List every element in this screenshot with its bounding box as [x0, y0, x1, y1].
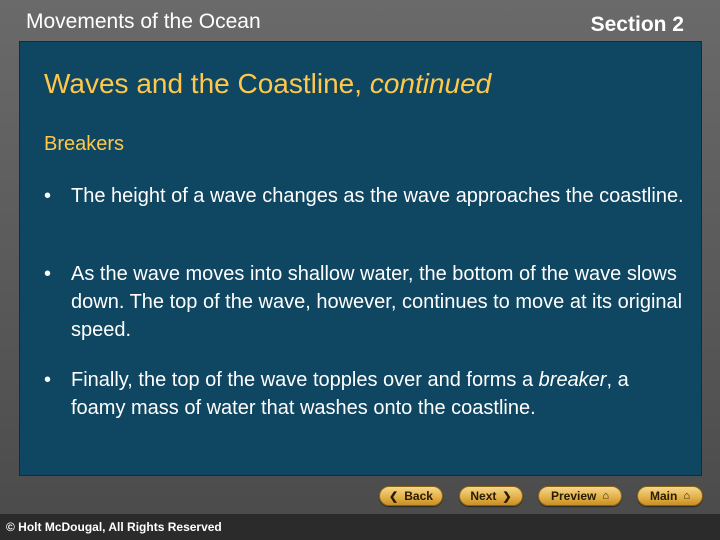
main-button[interactable] — [637, 486, 703, 506]
bullet-text — [71, 366, 684, 422]
bullet-text: The height of a wave changes as the wave approaches the coastline. — [71, 185, 684, 207]
home-icon: ⌂ — [602, 490, 610, 502]
bullet-dot: • — [44, 185, 52, 207]
term-breaker: breaker — [538, 369, 607, 391]
back-label: Back — [404, 489, 433, 503]
subheading: Breakers — [44, 133, 125, 155]
bullet-item — [44, 366, 684, 422]
slide-title — [44, 68, 491, 100]
next-label: Next — [470, 489, 497, 503]
bullet-item — [44, 182, 684, 210]
copyright-text: © Holt McDougal, All Rights Reserved — [6, 520, 222, 534]
bullet-text-post: , a foamy mass of water that washes onto the coastline. — [71, 369, 629, 419]
bullet-dot: • — [44, 369, 52, 391]
next-button[interactable] — [459, 486, 523, 506]
chevron-left-icon: ❮ — [389, 490, 399, 503]
content-panel — [19, 41, 702, 476]
bullet-text: As the wave moves into shallow water, the bottom of the wave slows down. The top of the wave, however, continues to move at its original speed. — [71, 263, 683, 341]
bullet-item — [44, 260, 684, 344]
preview-label: Preview — [550, 489, 597, 503]
section-label: Section 2 — [590, 13, 684, 36]
bullet-text-pre: Finally, the top of the wave topples over and forms a — [71, 369, 539, 391]
chevron-right-icon: ❯ — [502, 490, 512, 503]
bullet-dot: • — [44, 263, 52, 285]
main-label: Main — [650, 489, 678, 503]
slide-title-main: Waves and the Coastline, — [44, 68, 370, 99]
back-button[interactable] — [379, 486, 443, 506]
slide-title-continued: continued — [369, 68, 492, 99]
chapter-title: Movements of the Ocean — [26, 10, 261, 33]
preview-button[interactable] — [538, 486, 622, 506]
home-icon: ⌂ — [683, 490, 690, 502]
